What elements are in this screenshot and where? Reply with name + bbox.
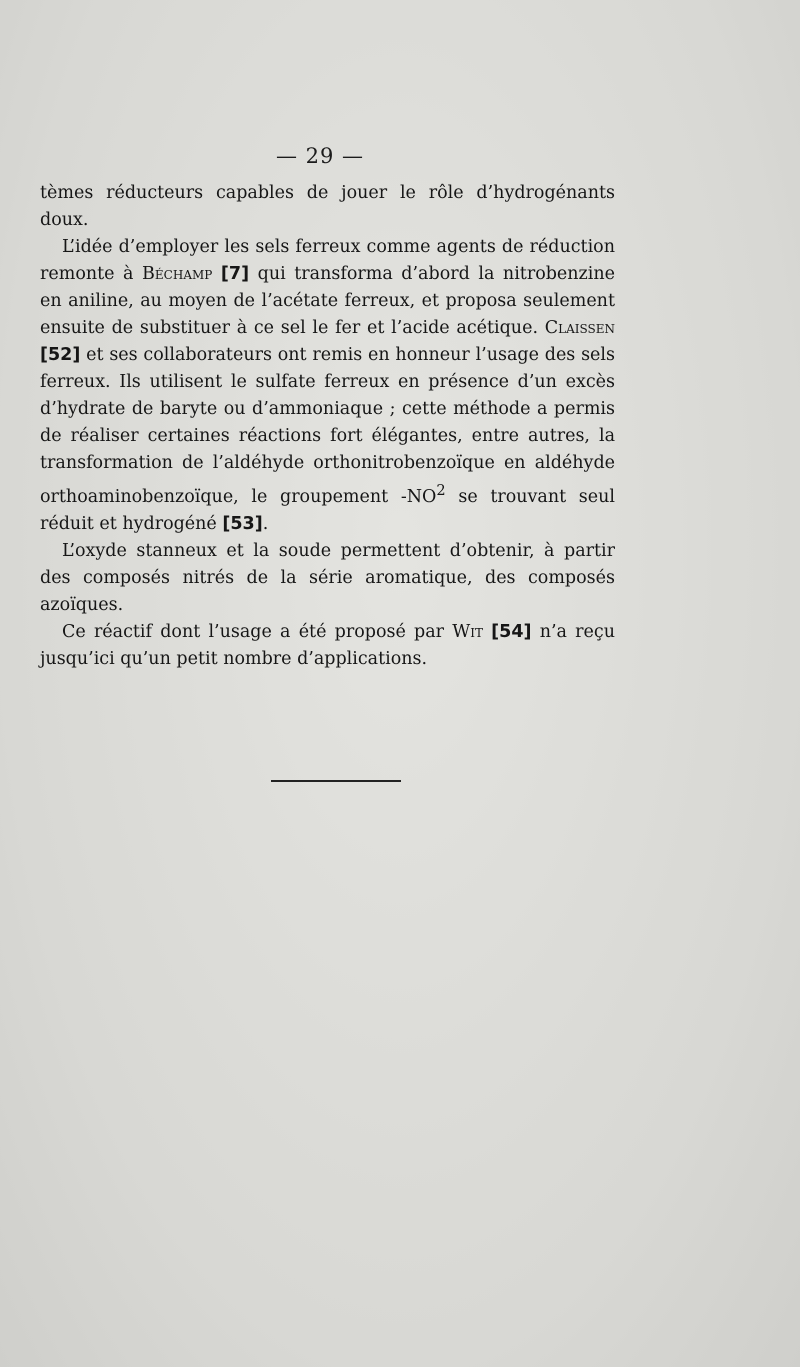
reference-7: [7] [220,264,250,284]
paragraph-4-text-b: n’a reçu jusqu’ici qu’un petit nombre d’applications. [40,621,615,669]
paragraph-2-text-a: L’idée d’employer les sels ferreux comme agents de réduction remonte à [40,237,615,284]
paragraph-1: tèmes réducteurs capables de jouer le rôle d’hydrogénants doux. [40,183,615,230]
superscript-2: 2 [436,482,446,499]
paragraph-2-text-c: et ses collaborateurs ont remis en honneur l’usage des sels ferreux. Ils utilisent le sulfate ferreux en présence d’un excès d’hydrate de baryte ou d’ammoniaque ; cette méthode a permis de réaliser certaines réactions fort élégantes, entre autres, la transformation de l’aldéhyde orthonitrobenzoïque en aldéhyde orthoaminobenzoïque, le groupement -NO [40,345,615,507]
author-claissen: Claissen [544,318,615,338]
reference-53: [53] [222,513,263,534]
body-text [40,180,615,673]
reference-54: [54] [491,621,532,642]
author-wit: Wit [452,621,483,642]
paragraph-2-text-b: qui transforma d’abord la nitrobenzine en aniline, au moyen de l’acétate ferreux, et proposa seulement ensuite de substituer à ce sel le fer et l’acide acétique. [40,264,615,338]
paragraph-4-text-a: Ce réactif dont l’usage a été proposé par [62,621,453,642]
paragraph-2 [40,234,615,538]
author-bechamp: Béchamp [142,264,213,284]
paragraph-3: L’oxyde stanneux et la soude permettent d’obtenir, à partir des composés nitrés de la série aromatique, des composés azoïques. [40,540,615,615]
section-end-rule [271,780,401,782]
paragraph-2-text-e: . [262,513,269,534]
paragraph-2-text-d: se trouvant seul réduit et hydrogéné [40,486,615,534]
page-number: — 29 — [275,144,365,168]
paragraph-4 [40,619,615,673]
reference-52: [52] [40,345,81,365]
